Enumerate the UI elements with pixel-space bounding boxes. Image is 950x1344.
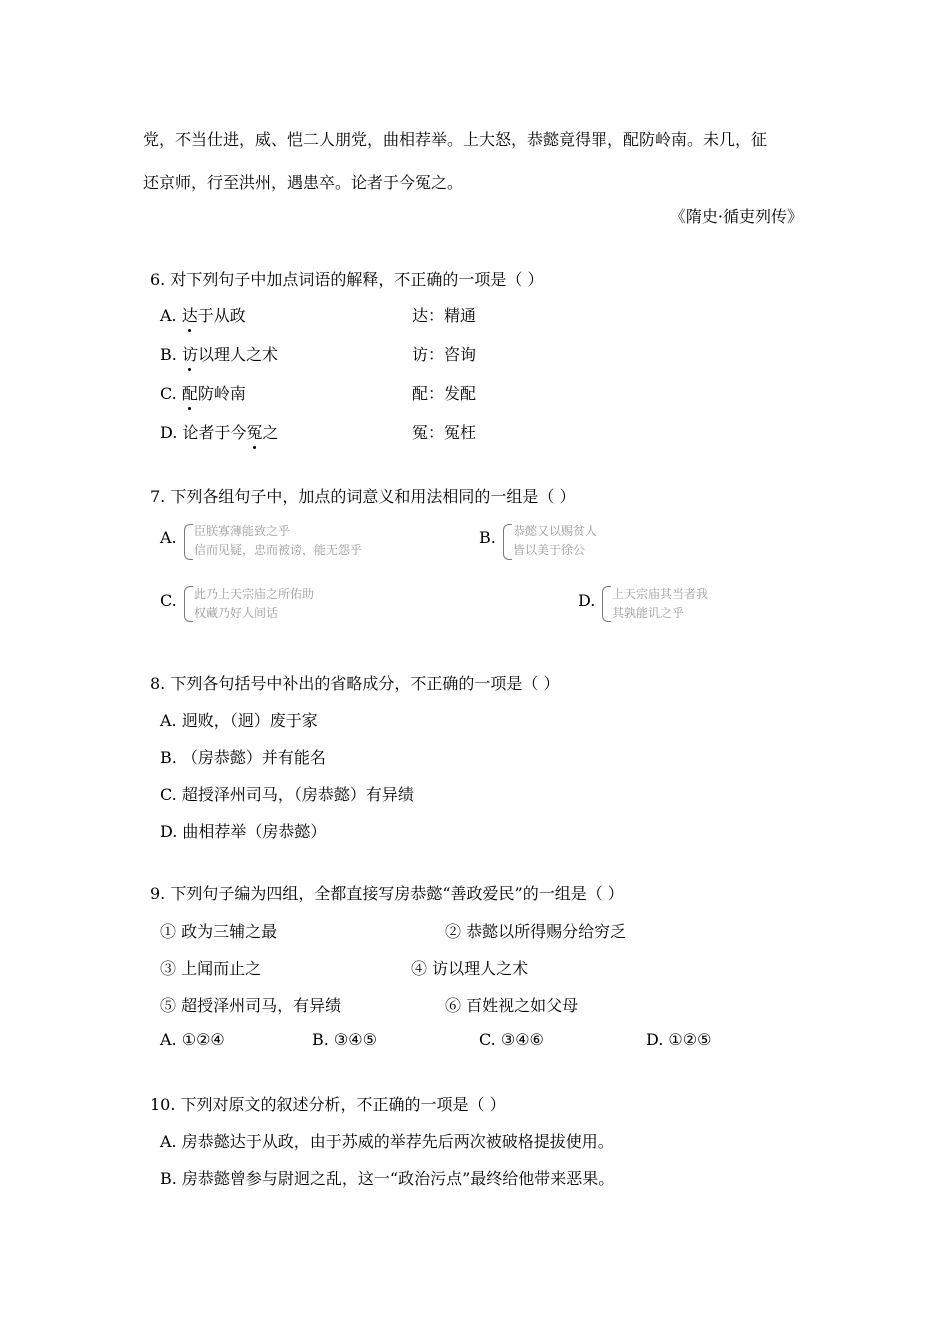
q9-choice-d: D. ①②⑤	[646, 1030, 712, 1049]
q6-option-a-gloss: 达：精通	[412, 306, 477, 325]
q6-option-b-label: B.	[160, 345, 177, 364]
passage-line-2: 还京师，行至洪州，遇患卒。论者于今冤之。	[143, 173, 464, 192]
question-6-stem: 6. 对下列句子中加点词语的解释，不正确的一项是（ ）	[150, 270, 544, 289]
q9-item-1: ① 政为三辅之最	[160, 922, 278, 941]
q6-option-a-dotted-word: 达	[182, 303, 198, 326]
q6-option-a	[160, 303, 246, 326]
q6-option-c-post: 防岭南	[197, 384, 246, 403]
q10-option-b: B. 房恭懿曾参与尉迥之乱，这一“政治污点”最终给他带来恶果。	[160, 1169, 615, 1188]
q7-option-d-label: D.	[578, 591, 596, 610]
q8-option-a: A. 迥败，（迥）废于家	[160, 711, 318, 730]
q7-option-b-line-1: 恭懿又以赐贫人	[513, 524, 598, 538]
q6-option-d-label: D.	[160, 423, 178, 442]
q6-option-d	[160, 420, 278, 443]
q6-option-b-gloss: 访：咨询	[412, 345, 477, 364]
q8-option-b: B. （房恭懿）并有能名	[160, 748, 326, 767]
q6-option-c-dotted-word: 配	[182, 381, 198, 404]
q7-option-a-label: A.	[160, 528, 177, 547]
q6-option-c	[160, 381, 246, 404]
question-7-stem: 7. 下列各组句子中，加点的词意义和用法相同的一组是（ ）	[150, 487, 576, 506]
q9-item-2: ② 恭懿以所得赐分给穷乏	[445, 922, 627, 941]
question-10-stem: 10. 下列对原文的叙述分析，不正确的一项是（ ）	[150, 1095, 506, 1114]
q9-item-6: ⑥ 百姓视之如父母	[445, 996, 579, 1015]
q8-option-d: D. 曲相荐举（房恭懿）	[160, 822, 327, 841]
q6-option-d-gloss: 冤：冤枉	[412, 423, 477, 442]
q10-option-a: A. 房恭懿达于从政，由于苏威的举荐先后两次被破格提拔使用。	[160, 1132, 614, 1151]
q6-option-b-dotted-word: 访	[182, 342, 198, 365]
q9-item-3: ③ 上闻而止之	[160, 959, 262, 978]
q6-option-c-gloss: 配：发配	[412, 384, 477, 403]
q9-item-4: ④ 访以理人之术	[411, 959, 529, 978]
q7-option-c-line-2: 权藏乃好人间话	[194, 606, 279, 620]
q6-option-b	[160, 342, 278, 365]
q9-choice-c: C. ③④⑥	[479, 1030, 544, 1049]
q7-option-d-brace	[602, 586, 611, 622]
passage-line-1: 党，不当仕进，威、恺二人朋党，曲相荐举。上大怒，恭懿竟得罪，配防岭南。未几，征	[143, 130, 768, 149]
q9-choice-a: A. ①②④	[160, 1030, 225, 1049]
q7-option-b-label: B.	[479, 528, 496, 547]
q8-option-c: C. 超授泽州司马，（房恭懿）有异绩	[160, 785, 414, 804]
q6-option-d-dotted-word: 冤	[246, 420, 262, 443]
q6-option-a-label: A.	[160, 306, 177, 325]
q6-option-d-post: 之	[262, 423, 279, 442]
q6-option-b-post: 以理人之术	[197, 345, 278, 364]
q9-choice-b: B. ③④⑤	[312, 1030, 377, 1049]
q7-option-a-brace	[184, 524, 193, 560]
q7-option-c-brace	[184, 586, 193, 622]
q7-option-b-brace	[503, 524, 512, 560]
question-9-stem: 9. 下列句子编为四组，全都直接写房恭懿“善政爱民”的一组是（ ）	[150, 884, 624, 903]
q6-option-a-post: 于从政	[197, 306, 246, 325]
q6-option-d-pre: 论者于今	[182, 423, 247, 442]
q7-option-d-line-1: 上天宗庙其当者我	[612, 587, 709, 601]
q7-option-a-line-2: 信而见疑，忠而被谤，能无怨乎	[194, 543, 363, 557]
q9-item-5: ⑤ 超授泽州司马，有异绩	[160, 996, 342, 1015]
question-8-stem: 8. 下列各句括号中补出的省略成分，不正确的一项是（ ）	[150, 674, 560, 693]
q6-option-c-label: C.	[160, 384, 177, 403]
q7-option-a-line-1: 臣朕寡薄能致之乎	[194, 524, 291, 538]
q7-option-c-line-1: 此乃上天宗庙之所佑助	[194, 587, 315, 601]
q7-option-c-label: C.	[160, 591, 177, 610]
passage-source: 《隋史·循吏列传》	[669, 207, 803, 226]
q7-option-b-line-2: 皆以美于徐公	[513, 543, 586, 557]
q7-option-d-line-2: 其孰能讥之乎	[612, 606, 685, 620]
